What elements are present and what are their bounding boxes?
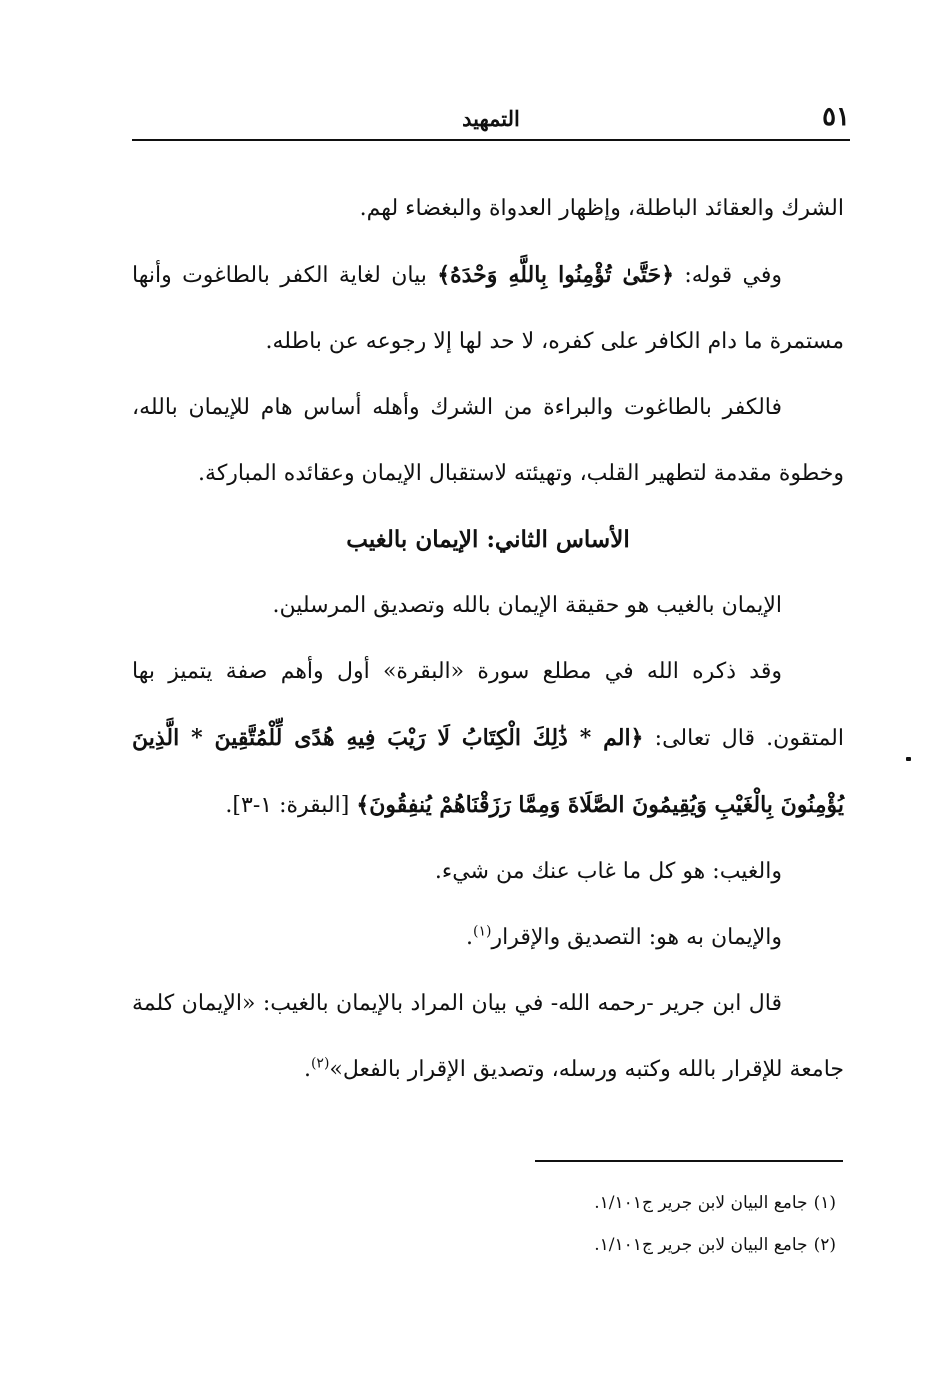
footnote [336, 1224, 836, 1266]
paragraph [132, 176, 844, 242]
footnote-text: جامع البيان لابن جرير ج١/١٠١. [594, 1193, 808, 1213]
ink-speck [906, 757, 911, 761]
page-number: ٥١ [822, 102, 850, 132]
text-run: بيان لغاية الكفر بالطاغوت وأنها مستمرة ما دام الكافر على كفره، لا حد لها إلا رجوعه عن باطله. [132, 263, 844, 354]
text-run: [البقرة: ١-٣]. [225, 793, 357, 818]
quran-verse: ﴿حَتَّىٰ تُؤْمِنُوا بِاللَّهِ وَحْدَهُ﴾ [437, 262, 674, 288]
paragraph [132, 905, 844, 971]
paragraph [132, 573, 844, 639]
text-run: قال ابن جرير -رحمه الله- في بيان المراد بالإيمان بالغيب: «الإيمان كلمة جامعة للإقرار بالله وكتبه ورسله، وتصديق الإقرار بالفعل» [132, 991, 844, 1082]
paragraph [132, 971, 844, 1103]
text-run: والإيمان به هو: التصديق والإقرار [491, 925, 782, 950]
text-run: . [303, 1057, 311, 1082]
paragraph [132, 242, 844, 375]
paragraph [132, 375, 844, 507]
text-run: وفي قوله: [673, 263, 782, 288]
footnote-separator [535, 1160, 843, 1162]
text-run: الأساس الثاني: الإيمان بالغيب [346, 526, 630, 553]
text-run: . [466, 925, 474, 950]
paragraph [132, 839, 844, 905]
text-run: وقد ذكره الله في مطلع سورة «البقرة» أول وأهم صفة يتميز بها المتقون. قال تعالى: [132, 659, 844, 751]
text-run: فالكفر بالطاغوت والبراءة من الشرك وأهله أساس هام للإيمان بالله، وخطوة مقدمة لتطهير القلب، وتهيئته لاستقبال الإيمان وعقائده المباركة. [132, 395, 844, 486]
page-header [132, 100, 850, 140]
footnote-reference: (١) [473, 923, 492, 940]
main-text [132, 176, 844, 1103]
text-run: والغيب: هو كل ما غاب عنك من شيء. [434, 859, 782, 884]
running-title: التمهيد [462, 106, 520, 131]
footnote-text: جامع البيان لابن جرير ج١/١٠١. [594, 1235, 808, 1255]
header-rule [132, 139, 850, 141]
footnote-reference: (٢) [310, 1055, 330, 1072]
section-heading [132, 507, 844, 573]
footnote-number: (١) [813, 1193, 836, 1213]
quran-verse: ﴿الم * ذَٰلِكَ الْكِتَابُ لَا رَيْبَ فِيهِ هُدًى لِّلْمُتَّقِينَ * الَّذِينَ يُؤْمِنُونَ بِالْغَيْبِ وَيُقِيمُونَ الصَّلَاةَ وَمِمَّا رَزَقْنَاهُمْ يُنفِقُونَ﴾ [132, 725, 844, 818]
footnote [336, 1182, 836, 1224]
text-run: الشرك والعقائد الباطلة، وإظهار العدواة والبغضاء لهم. [359, 196, 844, 221]
paragraph [132, 639, 844, 839]
footnotes [336, 1182, 836, 1266]
footnote-number: (٢) [813, 1235, 836, 1255]
text-run: الإيمان بالغيب هو حقيقة الإيمان بالله وتصديق المرسلين. [272, 593, 782, 618]
